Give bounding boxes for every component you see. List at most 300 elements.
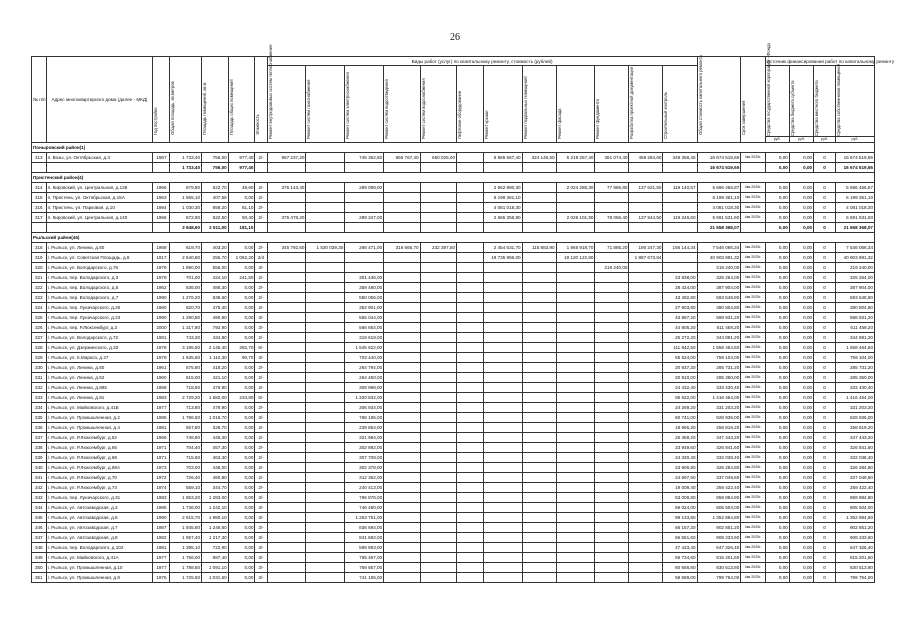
district-row (32, 143, 875, 153)
cell-total: 5 691 531,60 (697, 213, 741, 223)
cell-w9 (556, 283, 595, 293)
cell-w2 (306, 523, 345, 533)
cell-fl: 3/- (255, 563, 267, 573)
cell-term: 4кв.2025г. (741, 253, 765, 263)
cell-area: 2 729,20 (170, 393, 202, 403)
cell-w2 (306, 483, 345, 493)
cell-w6 (457, 483, 484, 493)
table-row (32, 413, 875, 423)
cell-year: 1990 (153, 293, 170, 303)
cell-w2 (306, 383, 345, 393)
cell-w1 (267, 523, 306, 533)
cell-w1 (267, 433, 306, 443)
cell-w2 (306, 363, 345, 373)
cell-area: 557,80 (170, 423, 202, 433)
cell-liv: 1 031,60 (202, 573, 229, 583)
cell-w6 (457, 333, 484, 343)
cell-num: 349 (32, 553, 47, 563)
cell-w7 (483, 373, 522, 383)
cell-area: 2 615,70 (170, 513, 202, 523)
cell-w4 (384, 323, 420, 333)
cell-com: 0,00 (228, 443, 255, 453)
cell-f4: 259 422,40 (835, 483, 874, 493)
cell-total: 332 038,40 (697, 453, 741, 463)
header-w12: Строительный контроль (663, 91, 669, 139)
cell-f1: 0,00 (765, 253, 789, 263)
cell-f4: 6 199 361,10 (835, 193, 874, 203)
cell-w3: 768 195,00 (345, 413, 384, 423)
cell-w2 (306, 343, 345, 353)
cell-area: 1 853,20 (170, 493, 202, 503)
cell-liv: 479,90 (202, 403, 229, 413)
cell-w4 (384, 273, 420, 283)
cell-w3: 289 347,00 (345, 213, 384, 223)
cell-w6 (457, 353, 484, 363)
cell-w6 (457, 273, 484, 283)
cell-w2 (306, 283, 345, 293)
cell-f2: 0,00 (789, 443, 813, 453)
cell-f1: 0,00 (765, 363, 789, 373)
cell-liv: 622,50 (202, 213, 229, 223)
cell-year: 1966 (153, 213, 170, 223)
cell-w3: 301 436,00 (345, 273, 384, 283)
cell-w2 (306, 153, 345, 163)
cell-w6 (457, 213, 484, 223)
cell-total: 1 352 884,80 (697, 513, 741, 523)
cell-w9 (556, 513, 595, 523)
cell-fl: 2/- (255, 153, 267, 163)
cell-w1 (267, 383, 306, 393)
cell-f3: 0 (814, 513, 836, 523)
cell-liv: 445,30 (202, 433, 229, 443)
cell-area: 704,40 (170, 443, 202, 453)
cell-total: 326 284,80 (697, 463, 741, 473)
cell-liv: 756,00 (202, 153, 229, 163)
cell-f4: 828 936,00 (835, 413, 874, 423)
cell-addr: г. Рыльск, пер. Володарского, д.3 (46, 273, 153, 283)
cell-year: 1975 (153, 573, 170, 583)
cell-num: 332 (32, 383, 47, 393)
cell-w12: 111 842,50 (663, 343, 697, 353)
cell-num: 337 (32, 433, 47, 443)
cell-w12 (663, 263, 697, 273)
cell-f4: 7 546 066,34 (835, 243, 874, 253)
cell-w12: 24 269,20 (663, 403, 697, 413)
cell-w1 (267, 503, 306, 513)
cell-w9 (556, 553, 595, 563)
cell-w5 (420, 253, 456, 263)
cell-fl: 2/- (255, 423, 267, 433)
cell-area: 2 540,80 (170, 253, 202, 263)
cell-w12: 20 937,20 (663, 363, 697, 373)
cell-w4: 665 767,40 (384, 153, 420, 163)
header-area-total: Общая площадь, кв.метров (170, 80, 176, 135)
cell-w9 (556, 193, 595, 203)
cell-term: 4кв.2025г. (741, 563, 765, 573)
cell-w12: 23 949,60 (663, 443, 697, 453)
cell-w9 (556, 503, 595, 513)
cell-term (741, 163, 765, 173)
cell-f3: 0 (814, 163, 836, 173)
cell-f2: 0,00 (789, 383, 813, 393)
cell-f4: 1 352 884,80 (835, 513, 874, 523)
cell-f2: 0,00 (789, 503, 813, 513)
cell-w1 (267, 193, 306, 203)
cell-fl: 2/- (255, 243, 267, 253)
cell-w10 (595, 433, 629, 443)
cell-w12 (663, 223, 697, 233)
cell-w5 (420, 473, 456, 483)
cell-term: 4кв.2025г. (741, 443, 765, 453)
cell-w9 (556, 383, 595, 393)
cell-w7 (483, 383, 522, 393)
cell-w6 (457, 553, 484, 563)
cell-w4 (384, 333, 420, 343)
cell-fl: 5/- (255, 343, 267, 353)
cell-w7 (483, 333, 522, 343)
cell-w11 (629, 323, 663, 333)
cell-term: 4кв.2025г. (741, 313, 765, 323)
cell-com: 0,00 (228, 423, 255, 433)
cell-term: 4кв.2025г. (741, 543, 765, 553)
cell-fl: 2/- (255, 453, 267, 463)
cell-w10 (595, 383, 629, 393)
cell-total: 285 360,00 (697, 373, 741, 383)
cell-w3: 755 467,00 (345, 553, 384, 563)
cell-w9: 2 026 101,90 (556, 213, 595, 223)
cell-w8 (522, 533, 556, 543)
cell-w10: 71 885,20 (595, 243, 629, 253)
cell-w5 (420, 223, 456, 233)
table-row (32, 363, 875, 373)
cell-f3: 0 (814, 413, 836, 423)
cell-w10 (595, 273, 629, 283)
cell-w9 (556, 433, 595, 443)
page-number: 26 (450, 32, 460, 43)
cell-w2 (306, 213, 345, 223)
cell-w3: 306 934,00 (345, 403, 384, 413)
cell-w7 (483, 353, 522, 363)
table-row (32, 423, 875, 433)
cell-w2 (306, 443, 345, 453)
cell-w6 (457, 523, 484, 533)
cell-w8 (522, 453, 556, 463)
cell-w10 (595, 203, 629, 213)
cell-w11 (629, 433, 663, 443)
cell-w12: 24 330,40 (663, 453, 697, 463)
cell-w1 (267, 253, 306, 263)
cell-num (32, 223, 47, 233)
cell-w8 (522, 563, 556, 573)
cell-w9 (556, 373, 595, 383)
cell-f2: 0,00 (789, 193, 813, 203)
cell-w3: 841 682,00 (345, 533, 384, 543)
table-row (32, 283, 875, 293)
header-floors: Этажность (255, 113, 261, 135)
cell-com: 0,00 (228, 263, 255, 273)
cell-total: 6 199 361,10 (697, 193, 741, 203)
cell-f2: 0,00 (789, 423, 813, 433)
cell-f3: 0 (814, 323, 836, 333)
cell-w2 (306, 503, 345, 513)
cell-area: 1 030,30 (170, 203, 202, 213)
cell-w12: 156 144,34 (663, 243, 697, 253)
cell-w9 (556, 223, 595, 233)
cell-total: 859 884,80 (697, 493, 741, 503)
cell-w1 (267, 303, 306, 313)
cell-f3: 0 (814, 333, 836, 343)
cell-liv: 987,40 (202, 553, 229, 563)
cell-f4: 337 049,60 (835, 473, 874, 483)
table-row (32, 303, 875, 313)
cell-fl: 2/- (255, 283, 267, 293)
cell-w8 (522, 393, 556, 403)
cell-f1: 0,00 (765, 353, 789, 363)
cell-area: 575,80 (170, 363, 202, 373)
cell-w5 (420, 403, 456, 413)
cell-f4: 380 804,80 (835, 303, 874, 313)
cell-w7 (483, 433, 522, 443)
cell-w4 (384, 533, 420, 543)
cell-fl: 2/- (255, 203, 267, 213)
cell-w4 (384, 223, 420, 233)
cell-area: 701,00 (170, 273, 202, 283)
cell-w11 (629, 503, 663, 513)
cell-w4 (384, 383, 420, 393)
cell-total: 285 731,20 (697, 363, 741, 373)
cell-w10 (595, 393, 629, 403)
cell-area: 836,00 (170, 283, 202, 293)
cell-year: 1979 (153, 273, 170, 283)
cell-year: 1985 (153, 503, 170, 513)
cell-w10 (595, 503, 629, 513)
cell-num: 314 (32, 183, 47, 193)
cell-w7 (483, 283, 522, 293)
table-row (32, 503, 875, 513)
cell-w8 (522, 273, 556, 283)
cell-w7 (483, 543, 522, 553)
table-row (32, 523, 875, 533)
table-header (32, 43, 895, 143)
cell-fl (255, 223, 267, 233)
cell-w4 (384, 283, 420, 293)
cell-total: 331 203,20 (697, 403, 741, 413)
cell-w8 (522, 373, 556, 383)
cell-w7 (483, 493, 522, 503)
cell-w9 (556, 363, 595, 373)
cell-w12: 28 424,00 (663, 283, 697, 293)
cell-total: 830 513,80 (697, 563, 741, 573)
cell-w12: 66 157,20 (663, 523, 697, 533)
cell-num: 316 (32, 203, 47, 213)
cell-w11 (629, 283, 663, 293)
cell-w4 (384, 433, 420, 443)
cell-area: 820,70 (170, 303, 202, 313)
cell-w6 (457, 493, 484, 503)
table-row (32, 213, 875, 223)
cell-w12: 58 589,00 (663, 573, 697, 583)
cell-liv: 424,10 (202, 273, 229, 283)
cell-com: 977,40 (228, 163, 255, 173)
cell-area: 1 736,00 (170, 503, 202, 513)
cell-w5 (420, 183, 456, 193)
cell-w4 (384, 563, 420, 573)
cell-w2 (306, 323, 345, 333)
cell-term: 4кв.2025г. (741, 533, 765, 543)
cell-w9 (556, 273, 595, 283)
cell-w4 (384, 353, 420, 363)
cell-f4: 285 360,00 (835, 373, 874, 383)
cell-fl: 2/- (255, 473, 267, 483)
cell-w10 (595, 293, 629, 303)
cell-f1: 0,00 (765, 273, 789, 283)
cell-w10 (595, 303, 629, 313)
cell-total: 333 430,40 (697, 383, 741, 393)
cell-w3: 264 794,00 (345, 363, 384, 373)
cell-w11: 190 247,30 (629, 243, 663, 253)
cell-w6 (457, 573, 484, 583)
table-row (32, 553, 875, 563)
cell-term: 4кв.2025г. (741, 243, 765, 253)
cell-term: 4кв.2025г. (741, 513, 765, 523)
cell-fl: 2/- (255, 213, 267, 223)
cell-w12: 24 697,60 (663, 473, 697, 483)
cell-w7: 2 665 356,90 (483, 213, 522, 223)
cell-f1: 0,00 (765, 483, 789, 493)
cell-f2: 0,00 (789, 203, 813, 213)
cell-total: 219 240,00 (697, 263, 741, 273)
cell-w5 (420, 353, 456, 363)
cell-w3: 703 440,00 (345, 353, 384, 363)
cell-w4 (384, 373, 420, 383)
cell-term: 4кв.2025г. (741, 523, 765, 533)
cell-addr (46, 163, 153, 173)
cell-w6 (457, 413, 484, 423)
cell-w12: 66 551,60 (663, 533, 697, 543)
cell-w5 (420, 563, 456, 573)
cell-w3: 741 165,00 (345, 573, 384, 583)
cell-com: 0,00 (228, 573, 255, 583)
cell-w4 (384, 463, 420, 473)
cell-num: 321 (32, 273, 47, 283)
cell-w8 (522, 303, 556, 313)
table-row (32, 243, 875, 253)
cell-w7: 19 735 866,00 (483, 253, 522, 263)
cell-f2: 0,00 (789, 153, 813, 163)
table-row (32, 293, 875, 303)
cell-w4 (384, 443, 420, 453)
header-budget-local: Средства местного бюджета (814, 80, 820, 136)
cell-w7 (483, 393, 522, 403)
cell-w9 (556, 413, 595, 423)
cell-w6 (457, 203, 484, 213)
cell-w7 (483, 533, 522, 543)
cell-term: 4кв.2025г. (741, 293, 765, 303)
cell-term: 4кв.2025г. (741, 373, 765, 383)
cell-w1: 967 237,20 (267, 153, 306, 163)
cell-w12: 23 838,00 (663, 273, 697, 283)
cell-w8 (522, 163, 556, 173)
cell-w1 (267, 163, 306, 173)
cell-total: 611 459,20 (697, 323, 741, 333)
cell-f2: 0,00 (789, 493, 813, 503)
cell-term: 4кв.2025г. (741, 493, 765, 503)
cell-f3: 0 (814, 293, 836, 303)
header-w3: Ремонт систем электроснабжения (345, 72, 351, 139)
cell-year: 1961 (153, 363, 170, 373)
cell-year: 1968 (153, 243, 170, 253)
cell-w4 (384, 403, 420, 413)
cell-w2: 1 530 039,30 (306, 243, 345, 253)
cell-f1: 0,00 (765, 553, 789, 563)
cell-w3: 1 320 832,00 (345, 393, 384, 403)
cell-addr: г. Рыльск, ул. Володарского, д.72 (46, 333, 153, 343)
table-row (32, 463, 875, 473)
cell-w3: 312 352,00 (345, 473, 384, 483)
cell-f1: 0,00 (765, 493, 789, 503)
cell-w5 (420, 323, 456, 333)
cell-w9 (556, 463, 595, 473)
cell-addr: г. Рыльск, пер. Володарского, д.102 (46, 543, 153, 553)
cell-year: 1977 (153, 403, 170, 413)
cell-w8 (522, 383, 556, 393)
cell-f2: 0,00 (789, 573, 813, 583)
cell-w12: 60 656,80 (663, 563, 697, 573)
cell-w12: 43 887,20 (663, 313, 697, 323)
cell-term: 4кв.2025г. (741, 463, 765, 473)
cell-f2: 0,00 (789, 363, 813, 373)
cell-total: 16 674 519,65 (697, 153, 741, 163)
cell-f4: 593 548,80 (835, 293, 874, 303)
cell-w1: 375 478,20 (267, 213, 306, 223)
cell-f2: 0,00 (789, 213, 813, 223)
cell-w5 (420, 453, 456, 463)
cell-term: 4кв.2025г. (741, 433, 765, 443)
cell-num: 315 (32, 193, 47, 203)
cell-f1: 0,00 (765, 473, 789, 483)
cell-w5 (420, 313, 456, 323)
cell-fl: 2/- (255, 273, 267, 283)
cell-addr: г. Рыльск, ул. Промышленная, д.8 (46, 573, 153, 583)
cell-com: 0,00 (228, 293, 255, 303)
cell-w2 (306, 313, 345, 323)
cell-w6 (457, 293, 484, 303)
cell-f2: 0,00 (789, 403, 813, 413)
cell-w3: 550 056,00 (345, 293, 384, 303)
cell-num: 318 (32, 243, 47, 253)
cell-w3: 321 984,00 (345, 433, 384, 443)
cell-f2: 0,00 (789, 533, 813, 543)
cell-w1 (267, 323, 306, 333)
cell-w7: 2 454 631,70 (483, 243, 522, 253)
cell-w9: 19 120 122,80 (556, 253, 595, 263)
cell-w3: 319 619,00 (345, 333, 384, 343)
cell-w9 (556, 163, 595, 173)
cell-w11 (629, 383, 663, 393)
cell-w6 (457, 453, 484, 463)
cell-liv: 457,30 (202, 443, 229, 453)
cell-w11: 468 284,60 (629, 153, 663, 163)
cell-year: 1987 (153, 523, 170, 533)
cell-w4 (384, 423, 420, 433)
cell-w8 (522, 263, 556, 273)
table-row (32, 323, 875, 333)
cell-w1 (267, 283, 306, 293)
cell-w9 (556, 303, 595, 313)
cell-term: 4кв.2025г. (741, 363, 765, 373)
cell-w8 (522, 473, 556, 483)
cell-w11 (629, 353, 663, 363)
